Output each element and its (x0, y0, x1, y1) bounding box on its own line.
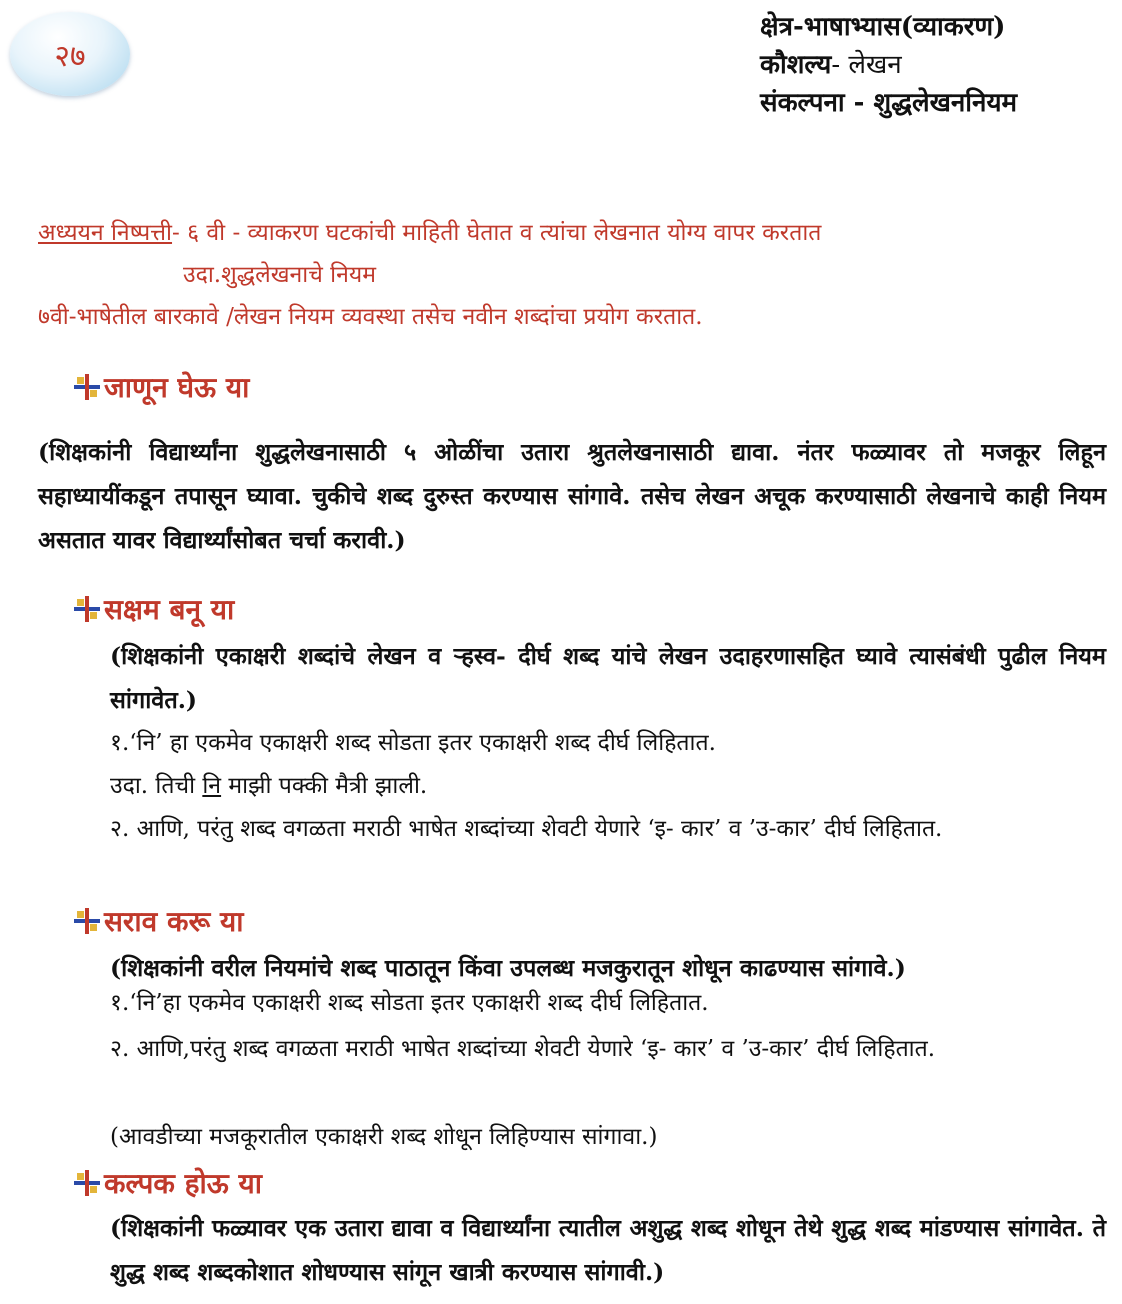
outcome-line-3: ७वी-भाषेतील बारकावे /लेखन नियम व्यवस्था तसेच नवीन शब्दांचा प्रयोग करतात. (38, 304, 703, 330)
section-3-text: (शिक्षकांनी वरील नियमांचे शब्द पाठातून किंवा उपलब्ध मजकुरातून शोधून काढण्यास सांगावे.) (110, 954, 906, 982)
section-4-text: (शिक्षकांनी फळ्यावर एक उतारा द्यावा व विद्यार्थ्यांना त्यातील अशुद्ध शब्द शोधून तेथे शुद्ध शब्द मांडण्यास सांगावेत. ते शुद्ध शब्द शब्दकोशात शोधण्यास सांगून खात्री करण्यास सांगावी.) (110, 1214, 1106, 1286)
section-heading-2 (74, 590, 234, 628)
example-underlined-word: नि (202, 773, 222, 799)
header-area: क्षेत्र-भाषाभ्यास(व्याकरण) (760, 12, 1006, 42)
page-number: २७ (54, 38, 86, 74)
outcome-text-1: - ६ वी - व्याकरण घटकांची माहिती घेतात व त्यांचा लेखनात योग्य वापर करतात (172, 220, 822, 246)
outcome-label: अध्ययन निष्पत्ती (38, 220, 173, 246)
cross-bullet-icon (74, 908, 100, 934)
example-post: माझी पक्की मैत्री झाली. (221, 773, 428, 799)
section-2-rule-1: १.‘नि’ हा एकमेव एकाक्षरी शब्द सोडता इतर एकाक्षरी शब्द दीर्घ लिहितात. (110, 730, 716, 756)
section-1-text: (शिक्षकांनी विद्यार्थ्यांना शुद्धलेखनासाठी ५ ओळींचा उतारा श्रुतलेखनासाठी द्यावा. नंतर फळ्यावर तो मजकूर लिहून सहाध्यायींकडून तपासून घ्यावा. चुकीचे शब्द दुरुस्त करण्यास सांगावे. तसेच लेखन अचूक करण्यासाठी लेखनाचे काही नियम असतात यावर विद्यार्थ्यांसोबत चर्चा करावी.) (38, 438, 1106, 554)
cross-bullet-icon (74, 374, 100, 400)
learning-outcome (38, 212, 1098, 338)
header-skill-label: कौशल्य (760, 50, 832, 80)
example-pre: उदा. तिची (110, 773, 203, 799)
header-block (760, 8, 1110, 122)
section-heading-4-label: कल्पक होऊ या (104, 1167, 263, 1200)
header-skill (760, 46, 1110, 84)
section-2-text: (शिक्षकांनी एकाक्षरी शब्दांचे लेखन व ऱ्हस्व- दीर्घ शब्द यांचे लेखन उदाहरणासहित घ्यावे त्यासंबंधी पुढील नियम सांगावेत.) (110, 642, 1106, 714)
header-concept: संकल्पना - शुद्धलेखननियम (760, 88, 1018, 118)
section-heading-2-label: सक्षम बनू या (104, 593, 235, 626)
page-number-badge (10, 12, 130, 96)
header-skill-value: - लेखन (831, 50, 902, 80)
section-heading-3 (74, 902, 243, 940)
outcome-line-1 (38, 212, 1098, 254)
cross-bullet-icon (74, 1170, 100, 1196)
section-heading-1 (74, 368, 249, 406)
section-3-rule-1: १.‘नि’हा एकमेव एकाक्षरी शब्द सोडता इतर एकाक्षरी शब्द दीर्घ लिहितात. (110, 990, 709, 1016)
section-3-rule-2: २. आणि,परंतु शब्द वगळता मराठी भाषेत शब्दांच्या शेवटी येणारे ‘इ- कार’ व ’उ-कार’ दीर्घ लिहितात. (110, 1036, 936, 1062)
outcome-line-2: उदा.शुद्धलेखनाचे नियम (183, 262, 376, 288)
section-heading-3-label: सराव करू या (104, 905, 244, 938)
section-heading-4 (74, 1164, 262, 1202)
section-2-example (110, 765, 1106, 808)
cross-bullet-icon (74, 596, 100, 622)
section-2-rule-2: २. आणि, परंतु शब्द वगळता मराठी भाषेत शब्दांच्या शेवटी येणारे ‘इ- कार’ व ’उ-कार’ दीर्घ लिहितात. (110, 816, 943, 842)
section-3-note: (आवडीच्या मजकूरातील एकाक्षरी शब्द शोधून लिहिण्यास सांगावा.) (110, 1124, 658, 1150)
section-heading-1-label: जाणून घेऊ या (104, 371, 250, 404)
